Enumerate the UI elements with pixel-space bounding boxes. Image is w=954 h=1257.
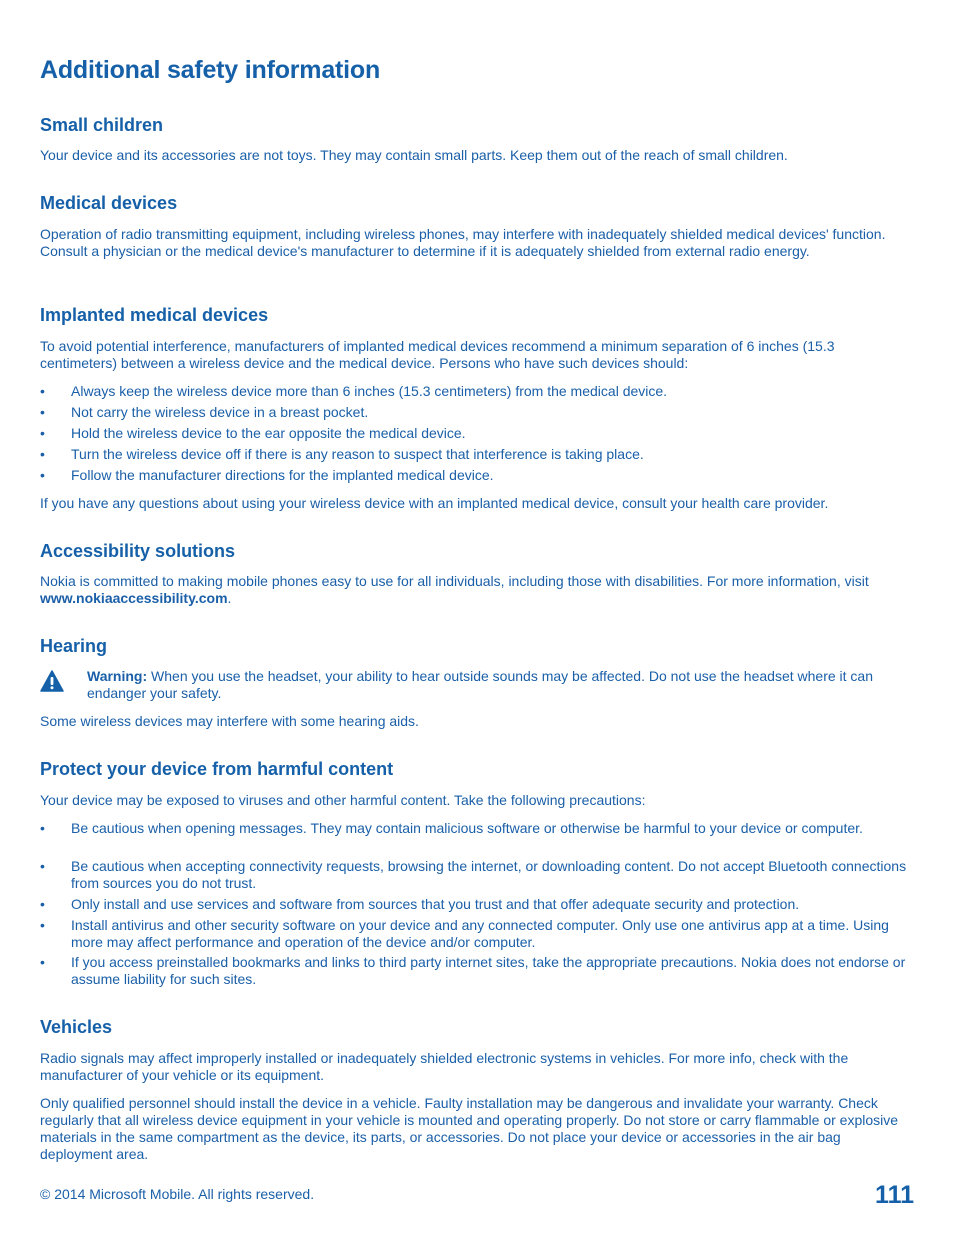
para-protect-intro: Your device may be exposed to viruses and other harmful content. Take the following precautions: — [40, 792, 646, 808]
warning-body: When you use the headset, your ability to hear outside sounds may be affected. Do not use the headset where it can endanger your safety. — [87, 668, 874, 701]
heading-small-children: Small children — [40, 115, 164, 135]
heading-implanted-devices: Implanted medical devices — [40, 305, 269, 325]
bullet-glyph: • — [40, 425, 45, 441]
para-hearing: Some wireless devices may interfere with some hearing aids. — [40, 713, 419, 729]
heading-vehicles: Vehicles — [40, 1017, 113, 1037]
para-implanted-outro: If you have any questions about using your wireless device with an implanted medical device, consult your health care provider. — [40, 495, 829, 511]
list-item-text: Follow the manufacturer directions for the implanted medical device. — [71, 467, 494, 483]
heading-medical-devices: Medical devices — [40, 193, 178, 213]
bullet-glyph: • — [40, 467, 45, 483]
bullet-glyph: • — [40, 954, 45, 970]
list-item-text: If you access preinstalled bookmarks and links to third party internet sites, take the appropriate precautions. Nokia does not endorse or assume liability for such sites. — [71, 954, 906, 987]
para-vehicles-1: Radio signals may affect improperly installed or inadequately shielded electronic systems in vehicles. For more info, check with the manufacturer of your vehicle or its equipment. — [40, 1050, 849, 1083]
warning-triangle-icon — [40, 670, 64, 692]
accessibility-period: . — [227, 590, 232, 606]
heading-hearing: Hearing — [40, 636, 108, 656]
para-vehicles-2: Only qualified personnel should install the device in a vehicle. Faulty installation may be dangerous and invalidate your warranty. Check regularly that all wireless device equipment in your vehicle is mounted and operating properly. Do not store or carry flammable or explosive materials in the same compartment as the device, its parts, or accessories. Do not place your device or accessories in the air bag deployment area. — [40, 1095, 899, 1162]
bullet-glyph: • — [40, 896, 45, 912]
page-title: Additional safety information — [40, 56, 381, 84]
list-item-text: Not carry the wireless device in a breast pocket. — [71, 404, 369, 420]
list-item-text: Turn the wireless device off if there is any reason to suspect that interference is taking place. — [71, 446, 644, 462]
bullet-glyph: • — [40, 820, 45, 836]
warning-label: Warning: — [87, 668, 148, 684]
footer-copyright: © 2014 Microsoft Mobile. All rights reserved. — [40, 1186, 315, 1202]
bullet-glyph: • — [40, 404, 45, 420]
para-implanted-intro: To avoid potential interference, manufacturers of implanted medical devices recommend a minimum separation of 6 inches (15.3 centimeters) between a wireless device and the medical device. Persons who have such devices should: — [40, 338, 835, 371]
bullet-glyph: • — [40, 383, 45, 399]
bullet-glyph: • — [40, 858, 45, 874]
list-item-text: Hold the wireless device to the ear opposite the medical device. — [71, 425, 466, 441]
heading-accessibility: Accessibility solutions — [40, 541, 236, 561]
para-small-children: Your device and its accessories are not toys. They may contain small parts. Keep them out of the reach of small children. — [40, 147, 788, 163]
list-item-text: Be cautious when accepting connectivity requests, browsing the internet, or downloading content. Do not accept Bluetooth connections from sources you do not trust. — [71, 858, 907, 891]
accessibility-text: Nokia is committed to making mobile phones easy to use for all individuals, including those with disabilities. For more information, visit — [40, 573, 869, 589]
bullet-glyph: • — [40, 446, 45, 462]
list-item-text: Always keep the wireless device more than 6 inches (15.3 centimeters) from the medical device. — [71, 383, 668, 399]
accessibility-link[interactable]: www.nokiaaccessibility.com — [40, 590, 228, 606]
page-number: 111 — [875, 1181, 914, 1209]
warning-text — [87, 668, 914, 702]
para-accessibility — [40, 573, 914, 607]
list-item-text: Install antivirus and other security software on your device and any connected computer. Only use one antivirus app at a time. Using more may affect performance and operation of the device and/or computer. — [71, 917, 889, 950]
list-item-text: Be cautious when opening messages. They may contain malicious software or otherwise be harmful to your device or computer. — [71, 820, 863, 836]
list-item-text: Only install and use services and software from sources that you trust and that offer adequate security and protection. — [71, 896, 800, 912]
bullet-glyph: • — [40, 917, 45, 933]
para-medical-devices: Operation of radio transmitting equipment, including wireless phones, may interfere with inadequately shielded medical devices' function. Consult a physician or the medical device's manufacturer to determine if it is adequately shielded from external radio energy. — [40, 226, 886, 259]
heading-protect-device: Protect your device from harmful content — [40, 759, 394, 779]
